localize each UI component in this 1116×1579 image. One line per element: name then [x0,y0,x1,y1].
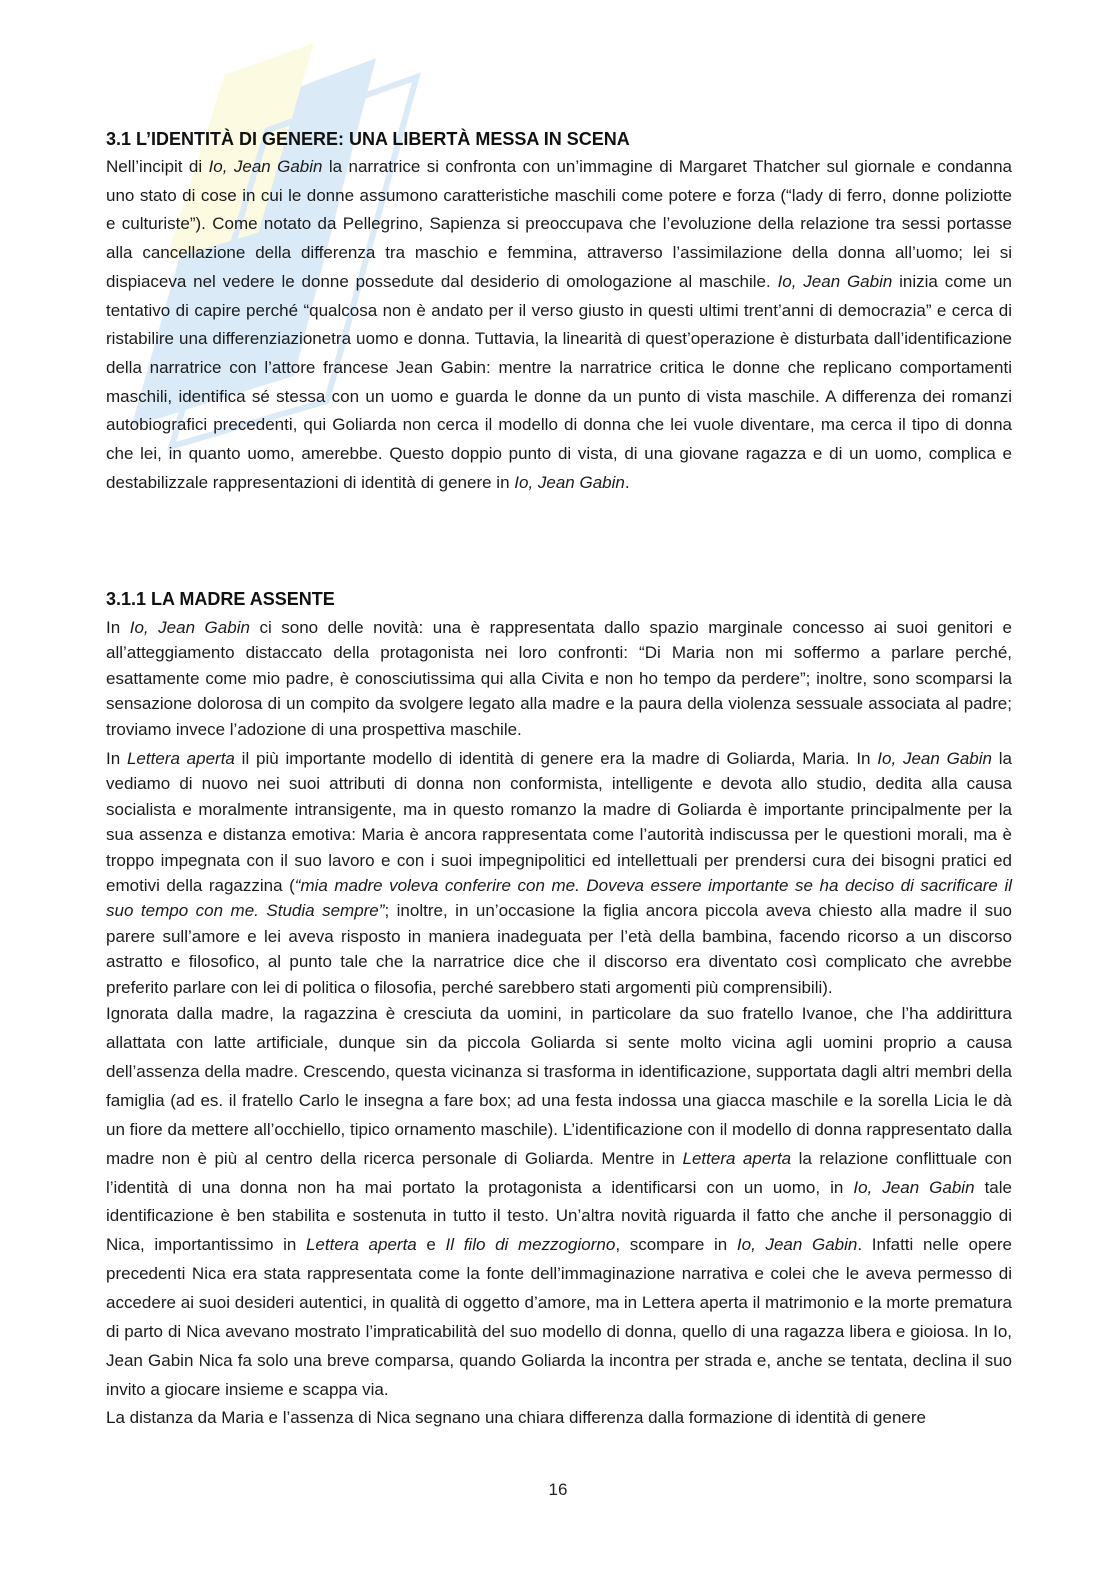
paragraph [106,1405,1012,1431]
italic-title: Io, Jean Gabin [877,749,992,769]
text-run: ci sono delle novità: una è rappresentata dallo spazio marginale concesso ai suoi genitori e all’atteggiamento distaccato della protagonista nei loro confronti: “Di Maria non mi soffermo a parlare perché, esattamente come mio padre, è conosciutissima qui alla Civita e non ho tempo da perdere”; inoltre, sono scomparsi la sensazione dolorosa di un compito da svolgere legato alla madre e la paura della violenza sessuale associata al padre; troviamo invece l’adozione di una prospettiva maschile. [106,618,1012,739]
text-run: ; inoltre, in un’occasione la figlia ancora piccola aveva chiesto alla madre il suo parere sull’amore e lei aveva risposto in maniera inadeguata per l’età della bambina, facendo ricorso a un discorso astratto e filosofico, al punto tale che la narratrice dice che il discorso era diventato così complicato che avrebbe preferito parlare con lei di politica o filosofia, perché sarebbero stati argomenti più comprensibili). [106,901,1013,997]
paragraph [106,1000,1012,1405]
paragraph [106,746,1012,1000]
paragraph [106,153,1012,497]
section-absent-mother [106,585,1012,1431]
subsection-heading: 3.1.1 LA MADRE ASSENTE [106,589,335,609]
italic-title: Io, Jean Gabin [736,1235,858,1255]
text-run: inizia come un tentativo di capire perché “qualcosa non è andato per il verso giusto in questi ultimi trent’anni di democrazia” e cerca di ristabilire una differenziazionetra uomo e donna. Tuttavia, la linearità di quest’operazione è disturbata dall’identificazione della narratrice con l’attore francese Jean Gabin: mentre la narratrice critica le donne che replicano comportamenti maschili, identifica sé stessa con un uomo e guarda le donne da un punto di vista maschile. A differenza dei romanzi autobiografici precedenti, qui Goliarda non cerca il modello di donna che lei vuole diventare, ma cerca il tipo di donna che lei, in quanto uomo, amerebbe. Questo doppio punto di vista, di una giovane ragazza e di un uomo, complica e destabilizzale rappresentazioni di identità di genere in [106,271,1013,492]
italic-title: Io, Jean Gabin [514,472,625,492]
italic-title: Io, Jean Gabin [777,271,893,291]
text-run: tale identificazione è ben stabilita e sostenuta in tutto il testo. Un’altra novità riguarda il fatto che anche il personaggio di Nica, importantissimo in [106,1177,1012,1255]
text-run: il più importante modello di identità di genere era la madre di Goliarda, Maria. In [234,749,878,769]
italic-title: Lettera aperta [305,1235,417,1255]
text-run: . [624,472,630,492]
italic-title: Lettera aperta [682,1148,792,1168]
text-run: In [106,749,127,769]
text-run: la narratrice si confronta con un’immagine di Margaret Thatcher sul giornale e condanna uno stato di cose in cui le donne assumono caratteristiche maschili come potere e forza (“lady di ferro, donne poliziotte e culturiste”). Come notato da Pellegrino, Sapienza si preoccupava che l’evoluzione della relazione tra sessi portasse alla cancellazione della differenza tra maschio e femmina, attraverso l’assimilazione della donna all’uomo; lei si dispiaceva nel vedere le donne possedute dal desiderio di omologazione al maschile. [106,157,1013,291]
italic-title: Lettera aperta [126,749,235,769]
text-run: , scompare in [615,1235,737,1255]
text-run: Nell’incipit di [106,157,209,176]
italic-title: “mia madre voleva conferire con me. Doveva essere importante se ha deciso di sacrificare il suo tempo con me. Studia sempre” [106,876,1012,921]
text-run: In [106,618,130,637]
section-gender-identity [106,125,1012,497]
italic-title: Io, Jean Gabin [853,1177,975,1197]
paragraph [106,615,1012,742]
section-heading: 3.1 L’IDENTITÀ DI GENERE: UNA LIBERTÀ MESSA IN SCENA [106,129,630,149]
page-number: 16 [548,1480,568,1499]
text-run: e [416,1235,446,1255]
text-run: La distanza da Maria e l’assenza di Nica segnano una chiara differenza dalla formazione di identità di genere [106,1407,926,1427]
italic-title: Io, Jean Gabin [208,157,323,176]
text-run: . Infatti nelle opere precedenti Nica era stata rappresentata come la fonte dell’immaginazione narrativa e colei che le aveva permesso di accedere ai suoi desideri autentici, in qualità di oggetto d’amore, ma in Lettera aperta il matrimonio e la morte prematura di parto di Nica avevano mostrato l’impraticabilità del suo modello di donna, quello di una ragazza libera e gioiosa. In Io, Jean Gabin Nica fa solo una breve comparsa, quando Goliarda la incontra per strada e, anche se tentata, declina il suo invito a giocare insieme e scappa via. [106,1235,1013,1399]
italic-title: Il filo di mezzogiorno [445,1235,616,1255]
italic-title: Io, Jean Gabin [129,618,250,637]
text-run: la vediamo di nuovo nei suoi attributi di donna non conformista, intelligente e devota allo studio, dedita alla causa socialista e moralmente intransigente, ma in questo romanzo la madre di Goliarda è importante principalmente per la sua assenza e distanza emotiva: Maria è ancora rappresentata come l’autorità indiscussa per le questioni morali, ma è troppo impegnata con il suo lavoro e con i suoi impegnipolitici ed intellettuali per prendersi cura dei bisogni pratici ed emotivi della ragazzina ( [106,749,1012,896]
text-run: la relazione conflittuale con l’identità di una donna non ha mai portato la protagonista a identificarsi con un uomo, in [106,1148,1013,1197]
text-run: Ignorata dalla madre, la ragazzina è cresciuta da uomini, in particolare da suo fratello Ivanoe, che l’ha addirittura allattata con latte artificiale, dunque sin da piccola Goliarda si sente molto vicina agli uomini proprio a causa dell’assenza della madre. Crescendo, questa vicinanza si trasforma in identificazione, supportata dagli altri membri della famiglia (ad es. il fratello Carlo le insegna a fare box; ad una festa indossa una giacca maschile e la sorella Licia le dà un fiore da mettere all’occhiello, tipico ornamento maschile). L’identificazione con il modello di donna rappresentato dalla madre non è più al centro della ricerca personale di Goliarda. Mentre in [106,1004,1012,1168]
